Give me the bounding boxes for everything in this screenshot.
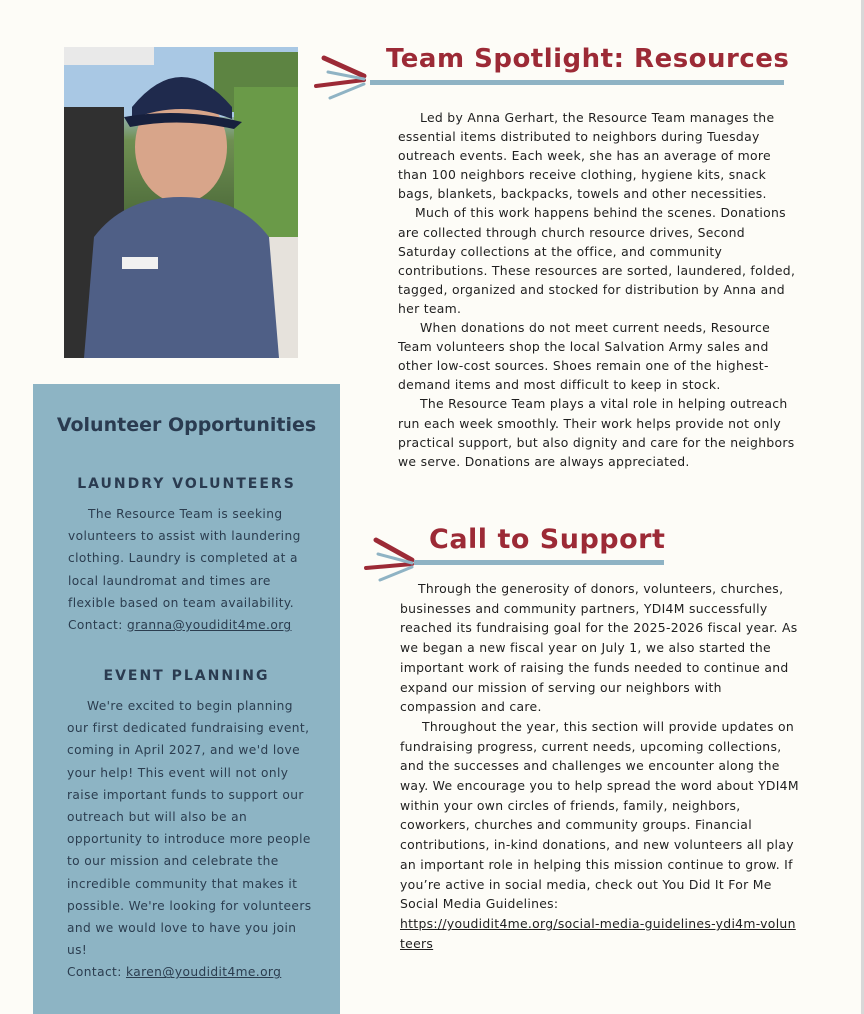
support-paragraph: Through the generosity of donors, volunteers, churches, businesses and community partners, YDI4M successfully reached its fundraising goal for the 2025-2026 fiscal year. As we began a new fiscal year on July 1, we also started the important work of raising the funds needed to continue and expand our mission of serving our neighbors with compassion and care. bbox=[400, 581, 798, 715]
event-body: We're excited to begin planning our first dedicated fundraising event, coming in April 2027, and we'd love your help! This event will not only raise important funds to support our outreach but will also be an opportunity to introduce more people to our mission and celebrate the incredible community that makes it possible. We're looking for volunteers and we would love to have you join us! bbox=[67, 699, 312, 958]
volunteer-sidebar bbox=[33, 384, 340, 1014]
laundry-body: The Resource Team is seeking volunteers to assist with laundering clothing. Laundry is completed at a local laundromat and times are flexible based on team availability. bbox=[68, 507, 301, 610]
spotlight-paragraph: Led by Anna Gerhart, the Resource Team manages the essential items distributed to neighbors during Tuesday outreach events. Each week, she has an average of more than 100 neighbors receive clothing, hygiene kits, snack bags, blankets, backpacks, towels and other necessities. bbox=[398, 110, 775, 202]
laundry-section bbox=[68, 503, 313, 636]
laundry-email-link[interactable]: granna@youdidit4me.org bbox=[127, 618, 292, 633]
spotlight-rule bbox=[370, 80, 784, 85]
event-contact bbox=[67, 961, 315, 983]
volunteer-title: Volunteer Opportunities bbox=[56, 414, 317, 436]
laundry-heading: LAUNDRY VOLUNTEERS bbox=[77, 476, 296, 492]
support-link-line bbox=[400, 914, 800, 953]
event-email-link[interactable]: karen@youdidit4me.org bbox=[126, 965, 282, 980]
spotlight-paragraph: The Resource Team plays a vital role in helping outreach run each week smoothly. Their work helps provide not only practical support, but also dignity and care for the neighbors we serve. Donations are always appreciated. bbox=[398, 396, 795, 469]
social-guidelines-link[interactable]: https://youdidit4me.org/social-media-guidelines-ydi4m-volunteers bbox=[400, 915, 796, 951]
event-section bbox=[67, 695, 315, 984]
support-body bbox=[400, 579, 800, 953]
spotlight-paragraph: Much of this work happens behind the scenes. Donations are collected through church resource drives, Second Saturday collections at the office, and community contributions. These resources are sorted, laundered, folded, tagged, organized and stocked for distribution by Anna and her team. bbox=[398, 205, 796, 316]
spotlight-paragraph: When donations do not meet current needs, Resource Team volunteers shop the local Salvation Army sales and other low-cost sources. Shoes remain one of the highest-demand items and most difficult to keep in stock. bbox=[398, 320, 771, 393]
support-rule bbox=[414, 560, 664, 565]
accent-strokes-icon bbox=[312, 52, 372, 102]
support-paragraph: Throughout the year, this section will provide updates on fundraising progress, current needs, upcoming collections, and the successes and challenges we encounter along the way. We encourage you to help spread the word about YDI4M within your own circles of friends, family, neighbors, coworkers, churches and community groups. Financial contributions, in-kind donations, and new volunteers all play an important role in helping this mission continue to grow. If you’re active in social media, check out You Did It For Me Social Media Guidelines: bbox=[400, 718, 799, 912]
support-heading-group bbox=[362, 522, 672, 582]
event-heading: EVENT PLANNING bbox=[103, 668, 270, 684]
laundry-contact bbox=[68, 614, 313, 636]
support-title: Call to Support bbox=[429, 524, 666, 555]
spotlight-body bbox=[398, 108, 796, 471]
spotlight-title: Team Spotlight: Resources bbox=[386, 44, 790, 74]
contact-label: Contact: bbox=[68, 618, 127, 633]
spotlight-heading-group bbox=[312, 44, 792, 104]
volunteer-photo bbox=[64, 47, 298, 358]
contact-label: Contact: bbox=[67, 965, 126, 980]
